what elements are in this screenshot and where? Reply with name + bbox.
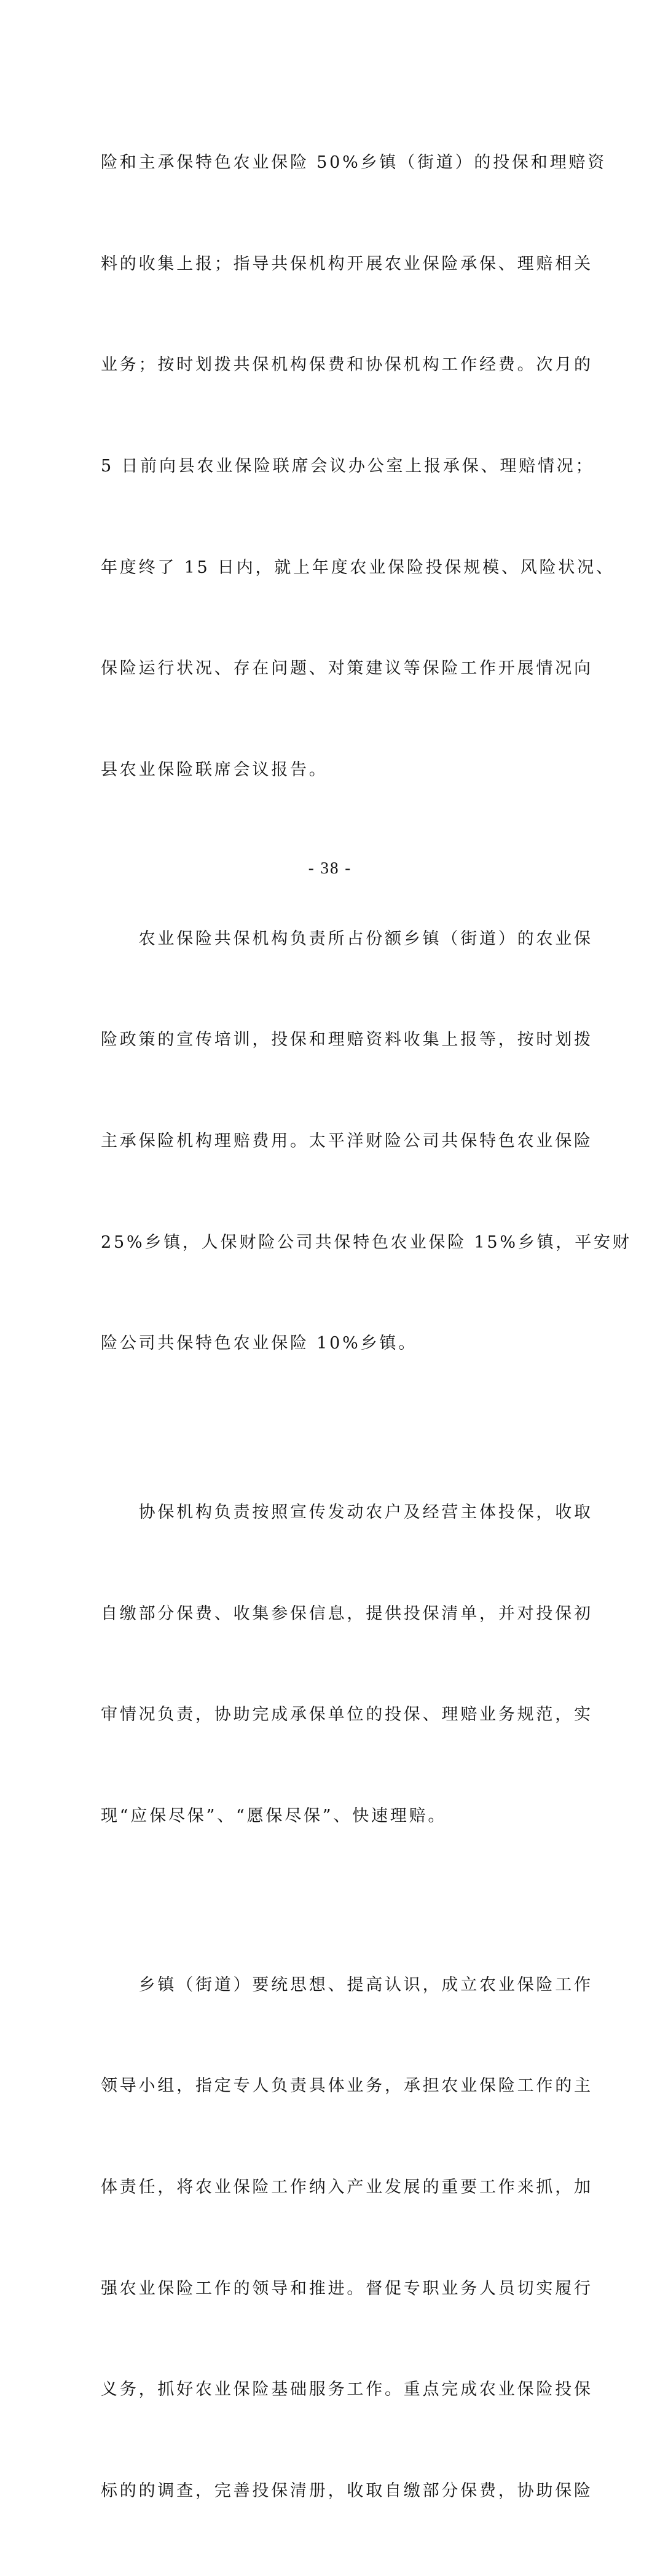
text-line: 审情况负责，协助完成承保单位的投保、理赔业务规范，实 bbox=[101, 1705, 593, 1725]
text-line: 领导小组，指定专人负责具体业务，承担农业保险工作的主 bbox=[101, 2076, 593, 2096]
text-line: 协保机构负责按照宣传发动农户及经营主体投保，收取 bbox=[101, 1502, 593, 1522]
text-line: 自缴部分保费、收集参保信息，提供投保清单，并对投保初 bbox=[101, 1604, 593, 1623]
text-line: 县农业保险联席会议报告。 bbox=[101, 760, 328, 780]
text-line: 业务；按时划拨共保机构保费和协保机构工作经费。次月的 bbox=[101, 355, 593, 375]
text-line: 年度终了 15 日内，就上年度农业保险投保规模、风险状况、 bbox=[101, 557, 615, 577]
text-line: 险政策的宣传培训，投保和理赔资料收集上报等，按时划拨 bbox=[101, 1030, 593, 1050]
text-line: 现“应保尽保”、“愿保尽保”、快速理赔。 bbox=[101, 1806, 447, 1826]
page-number: - 38 - bbox=[308, 859, 352, 877]
text-line: 保险运行状况、存在问题、对策建议等保险工作开展情况向 bbox=[101, 659, 593, 679]
text-line: 险和主承保特色农业保险 50%乡镇（街道）的投保和理赔资 bbox=[101, 152, 607, 172]
paragraph-3 bbox=[101, 1428, 593, 1901]
text-line: 5 日前向县农业保险联席会议办公室上报承保、理赔情况； bbox=[101, 456, 595, 476]
text-line: 主承保险机构理赔费用。太平洋财险公司共保特色农业保险 bbox=[101, 1131, 593, 1151]
body-text bbox=[101, 79, 632, 2576]
paragraph-4 bbox=[101, 1901, 593, 2576]
paragraph-1 bbox=[101, 79, 615, 855]
text-line: 农业保险共保机构负责所占份额乡镇（街道）的农业保 bbox=[101, 929, 593, 948]
text-line: 乡镇（街道）要统思想、提高认识，成立农业保险工作 bbox=[101, 1975, 593, 1995]
paragraph-2 bbox=[101, 855, 632, 1428]
text-line: 料的收集上报；指导共保机构开展农业保险承保、理赔相关 bbox=[101, 254, 593, 274]
text-line: 义务，抓好农业保险基础服务工作。重点完成农业保险投保 bbox=[101, 2380, 593, 2400]
text-line: 标的的调查，完善投保清册，收取自缴部分保费，协助保险 bbox=[101, 2481, 593, 2501]
text-line: 25%乡镇，人保财险公司共保特色农业保险 15%乡镇，平安财 bbox=[101, 1232, 632, 1252]
text-line: 强农业保险工作的领导和推进。督促专职业务人员切实履行 bbox=[101, 2279, 593, 2298]
text-line: 险公司共保特色农业保险 10%乡镇。 bbox=[101, 1334, 417, 1353]
text-line: 体责任，将农业保险工作纳入产业发展的重要工作来抓，加 bbox=[101, 2177, 593, 2197]
